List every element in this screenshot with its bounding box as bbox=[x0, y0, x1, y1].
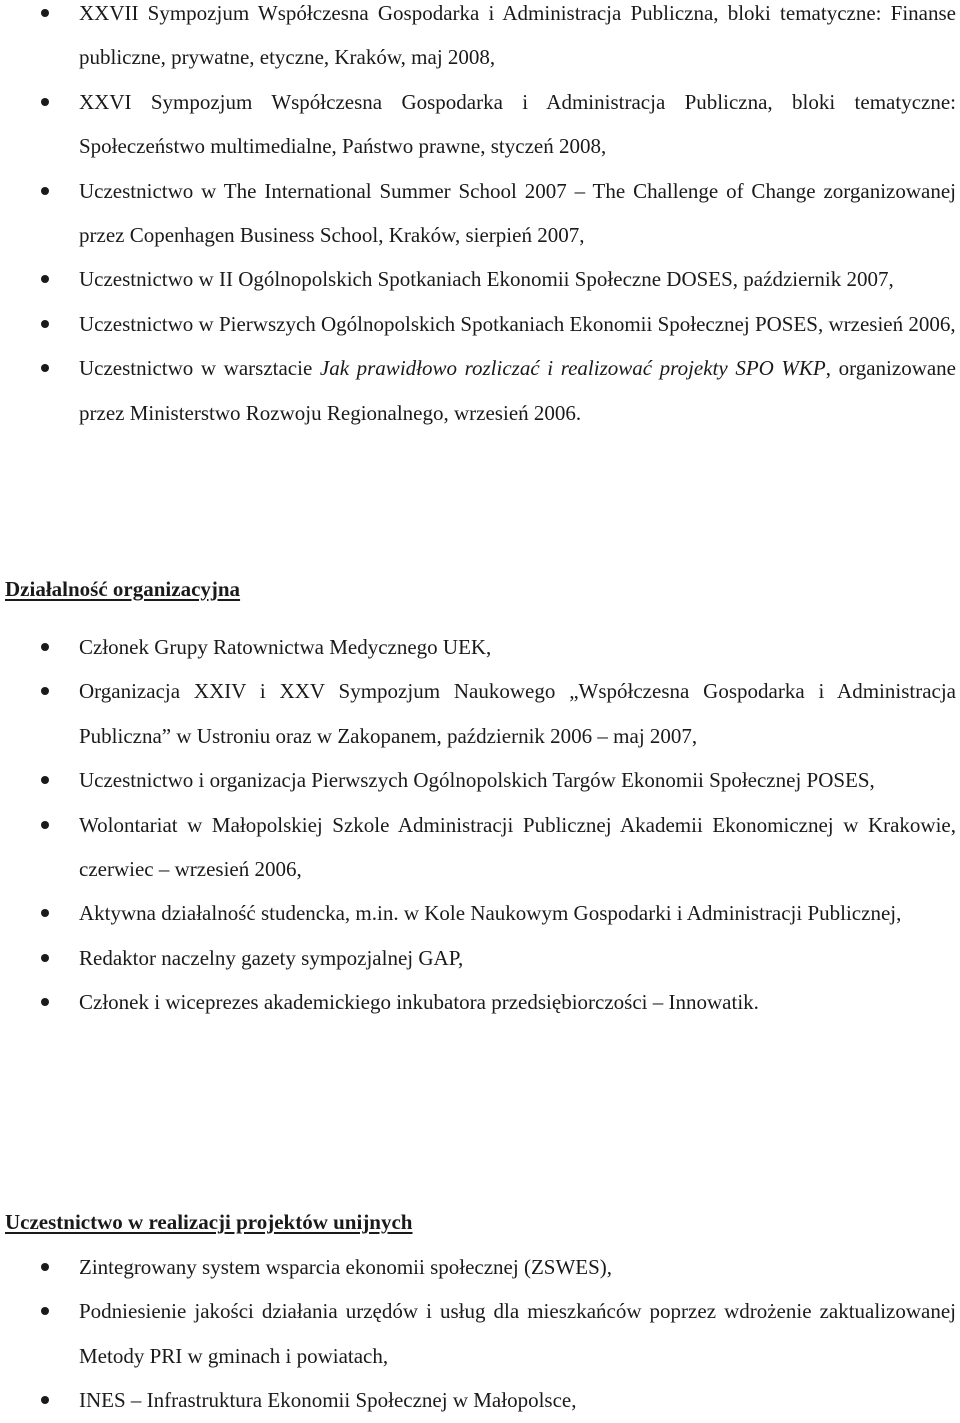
list-item: Uczestnictwo w Pierwszych Ogólnopolskich Spotkaniach Ekonomii Społecznej POSES, wrzesień 2006, bbox=[0, 302, 960, 346]
bullet-icon bbox=[41, 998, 49, 1006]
bullet-icon bbox=[41, 687, 49, 695]
bullet-icon bbox=[41, 776, 49, 784]
list-item: Organizacja XXIV i XXV Sympozjum Naukowego „Współczesna Gospodarka i Administracja Publiczna” w Ustroniu oraz w Zakopanem, październik 2006 – maj 2007, bbox=[0, 669, 960, 758]
bullet-icon bbox=[41, 320, 49, 328]
bullet-icon bbox=[41, 1263, 49, 1271]
bullet-icon bbox=[41, 1307, 49, 1315]
bullet-icon bbox=[41, 98, 49, 106]
list-item: XXVII Sympozjum Współczesna Gospodarka i Administracja Publiczna, bloki tematyczne: Finanse publiczne, prywatne, etyczne, Kraków, maj 2008, bbox=[0, 0, 960, 80]
list-item: Uczestnictwo i organizacja Pierwszych Ogólnopolskich Targów Ekonomii Społecznej POSES, bbox=[0, 758, 960, 802]
section-heading-eu-projects: Uczestnictwo w realizacji projektów unijnych bbox=[5, 1210, 413, 1234]
eu-projects-list bbox=[0, 1245, 960, 1423]
list-item: Uczestnictwo w The International Summer School 2007 – The Challenge of Change zorganizowanej przez Copenhagen Business School, Kraków, sierpień 2007, bbox=[0, 169, 960, 258]
bullet-icon bbox=[41, 9, 49, 17]
bullet-icon bbox=[41, 364, 49, 372]
section-heading-organizational: Działalność organizacyjna bbox=[5, 577, 241, 601]
list-item: XXVI Sympozjum Współczesna Gospodarka i Administracja Publiczna, bloki tematyczne: Społeczeństwo multimedialne, Państwo prawne, styczeń 2008, bbox=[0, 80, 960, 169]
bullet-icon bbox=[41, 821, 49, 829]
list-item: Podniesienie jakości działania urzędów i usług dla mieszkańców poprzez wdrożenie zaktualizowanej Metody PRI w gminach i powiatach, bbox=[0, 1289, 960, 1378]
bullet-icon bbox=[41, 643, 49, 651]
workshop-title: Jak prawidłowo rozliczać i realizować projekty SPO WKP bbox=[319, 356, 826, 381]
list-item: Uczestnictwo w warsztacie Jak prawidłowo rozliczać i realizować projekty SPO WKP, organizowane przez Ministerstwo Rozwoju Regionalnego, wrzesień 2006. bbox=[0, 346, 960, 435]
list-item: Uczestnictwo w II Ogólnopolskich Spotkaniach Ekonomii Społeczne DOSES, październik 2007, bbox=[0, 257, 960, 301]
list-item: Wolontariat w Małopolskiej Szkole Administracji Publicznej Akademii Ekonomicznej w Krakowie, czerwiec – wrzesień 2006, bbox=[0, 803, 960, 892]
bullet-icon bbox=[41, 275, 49, 283]
bullet-icon bbox=[41, 1396, 49, 1404]
list-item: INES – Infrastruktura Ekonomii Społecznej w Małopolsce, bbox=[0, 1378, 960, 1422]
list-item: Zintegrowany system wsparcia ekonomii społecznej (ZSWES), bbox=[0, 1245, 960, 1289]
list-item: Członek Grupy Ratownictwa Medycznego UEK, bbox=[0, 625, 960, 669]
bullet-icon bbox=[41, 187, 49, 195]
list-item: Aktywna działalność studencka, m.in. w Kole Naukowym Gospodarki i Administracji Publicznej, bbox=[0, 891, 960, 935]
list-item: Członek i wiceprezes akademickiego inkubatora przedsiębiorczości – Innowatik. bbox=[0, 980, 960, 1024]
bullet-icon bbox=[41, 954, 49, 962]
bullet-icon bbox=[41, 909, 49, 917]
list-item: Redaktor naczelny gazety sympozjalnej GAP, bbox=[0, 936, 960, 980]
activity-list bbox=[0, 0, 960, 435]
organizational-activity-list bbox=[0, 625, 960, 1025]
